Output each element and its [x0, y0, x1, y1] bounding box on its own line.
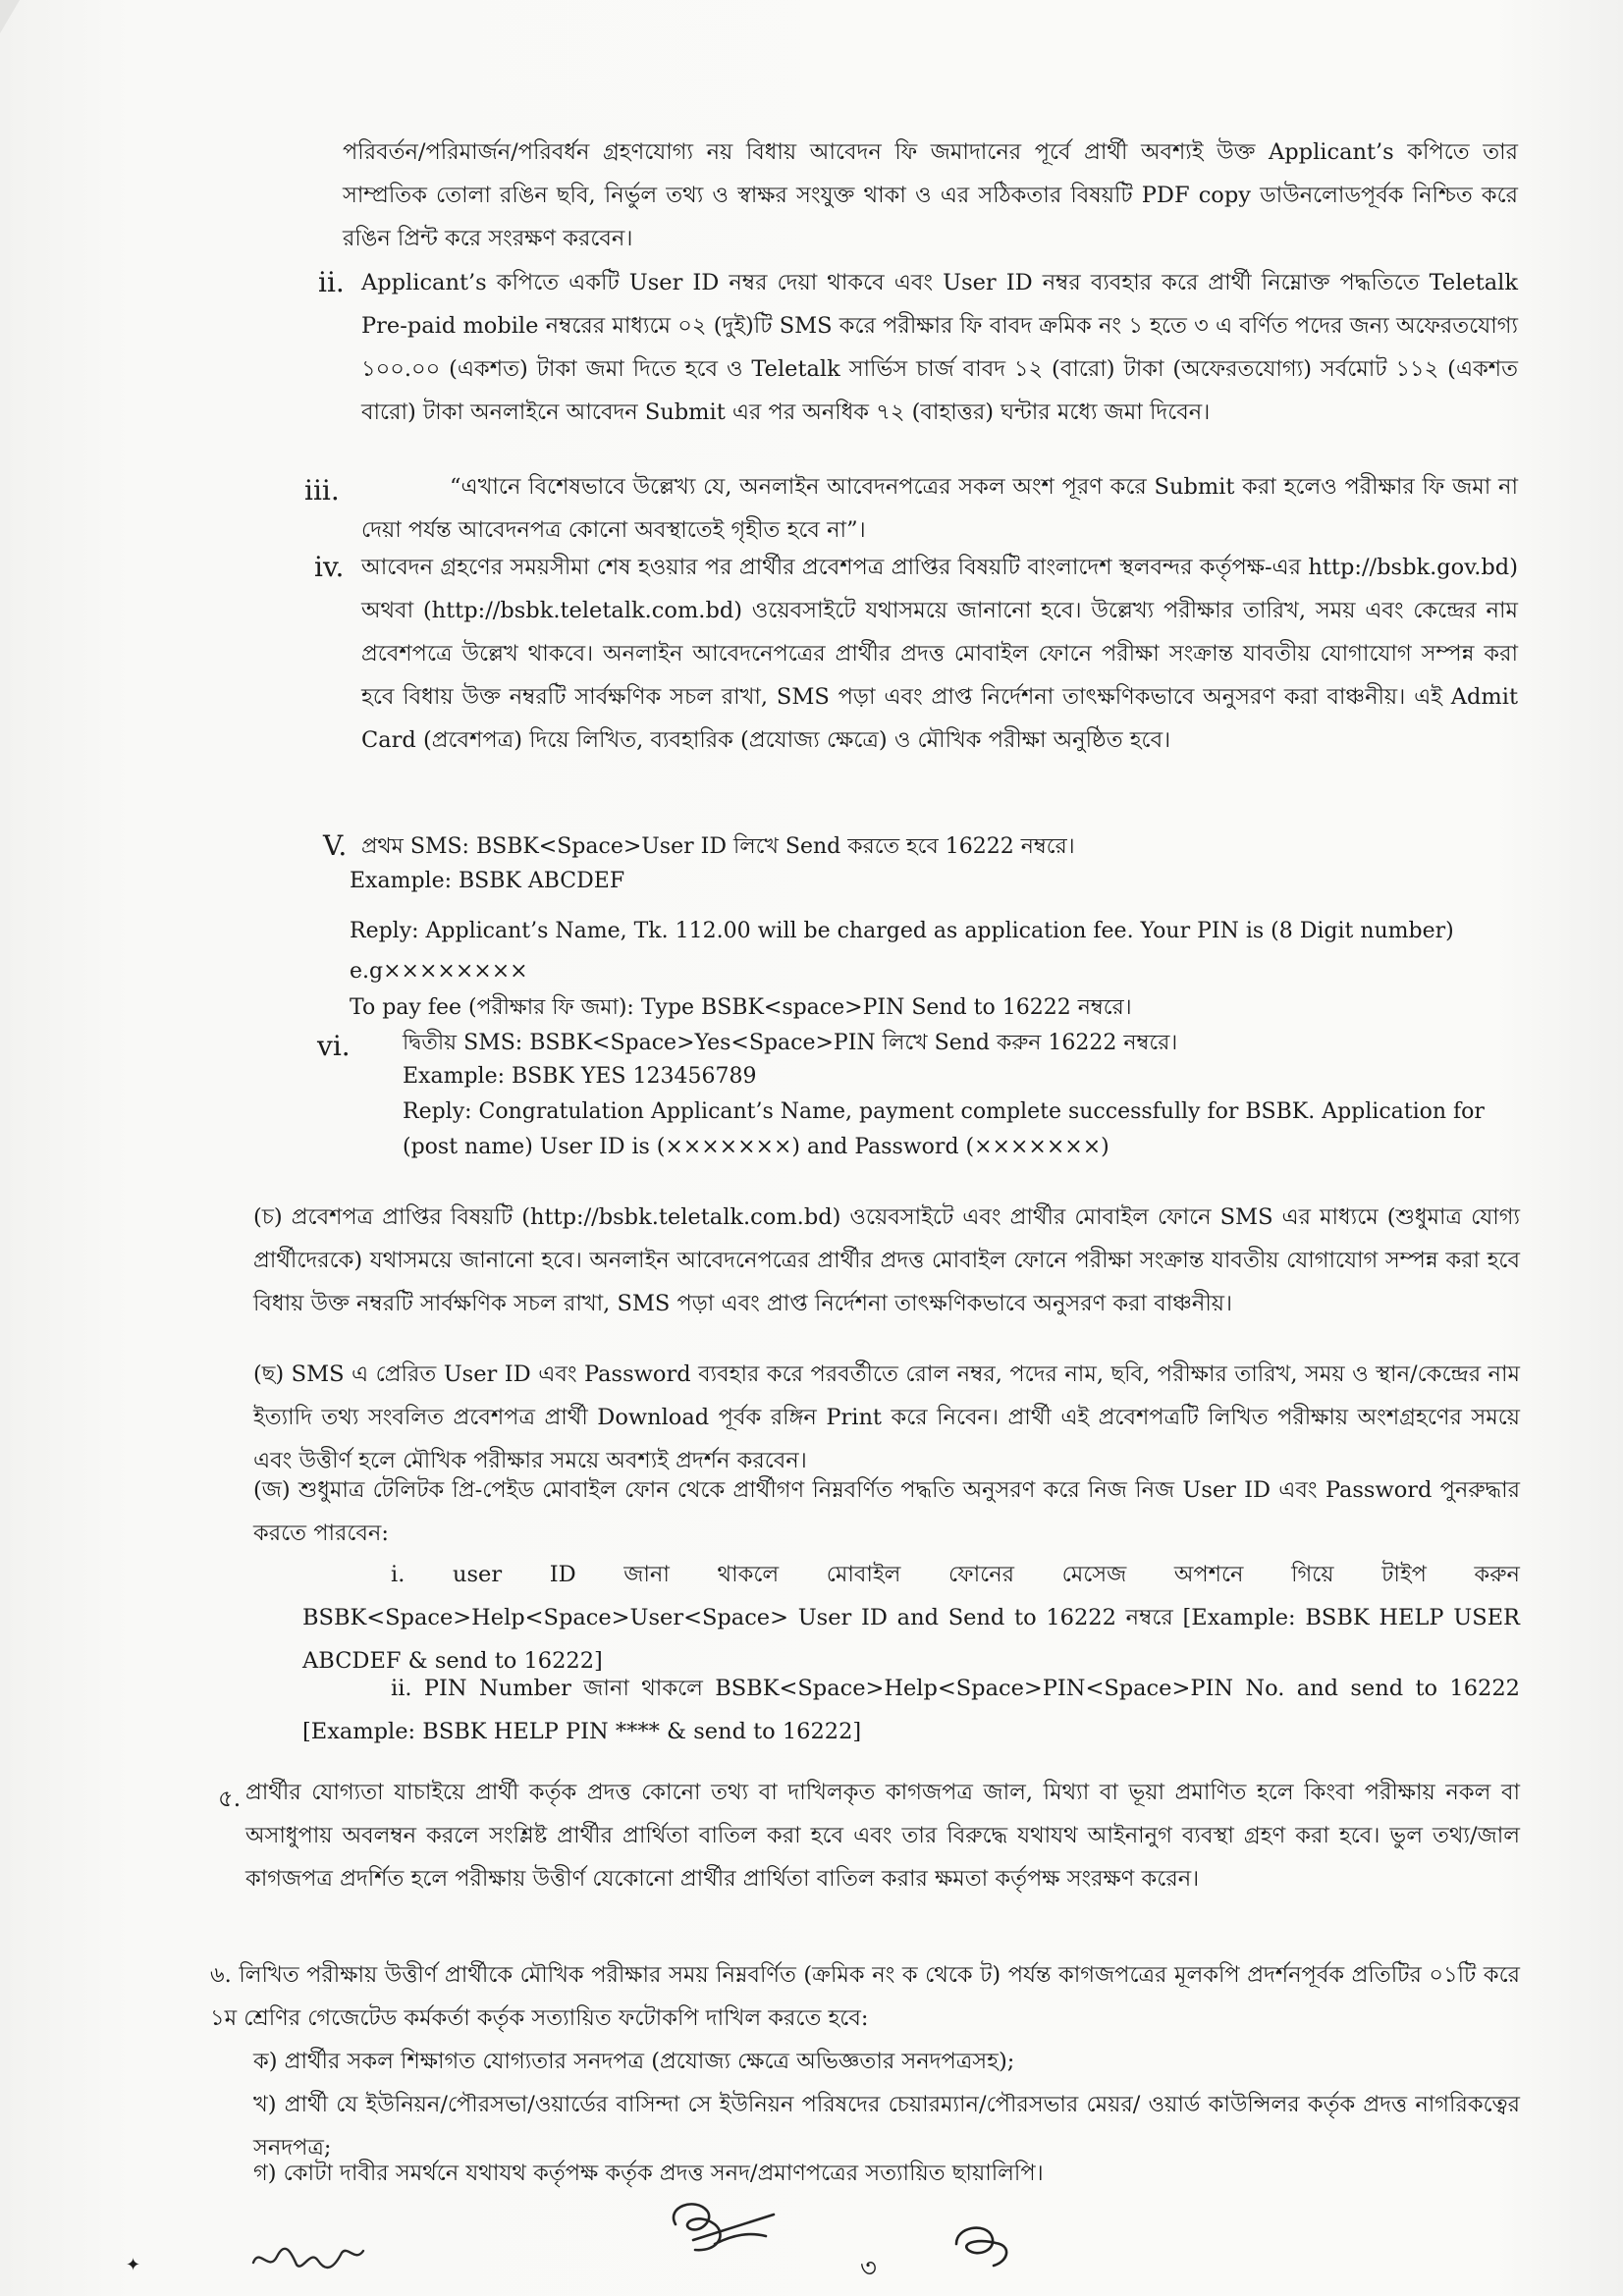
paragraph-ja: (জ) শুধুমাত্র টেলিটক প্রি-পেইড মোবাইল ফোন থেকে প্রার্থীগণ নিম্নবর্ণিত পদ্ধতি অনুসরণ করে নিজ নিজ User ID এবং Password পুনরুদ্ধার করতে পারবেন: [253, 1477, 1520, 1546]
item-vi-reply-line2: (post name) User ID is (×××××××) and Password (×××××××) [403, 1135, 1109, 1159]
item-v-reply-line2: e.g×××××××× [350, 959, 528, 984]
item-v-example: Example: BSBK ABCDEF [350, 869, 625, 893]
item-v-to-pay: To pay fee (পরীক্ষার ফি জমা): Type BSBK<space>PIN Send to 16222 নম্বরে। [350, 995, 1132, 1020]
item-iv-paragraph: আবেদন গ্রহণের সময়সীমা শেষ হওয়ার পর প্রার্থীর প্রবেশপত্র প্রাপ্তির বিষয়টি বাংলাদেশ স্থলবন্দর কর্তৃপক্ষ-এর http://bsbk.gov.bd) অথবা (http://bsbk.teletalk.com.bd) ওয়েবসাইটে যথাসময়ে জানানো হবে। উল্লেখ্য পরীক্ষার তারিখ, সময় এবং কেন্দ্রের নাম প্রবেশপত্রে উল্লেখ থাকবে। অনলাইন আবেদনেপত্রের প্রার্থীর প্রদত্ত মোবাইল ফোনে পরীক্ষা সংক্রান্ত যাবতীয় যোগাযোগ সম্পন্ন করা হবে বিধায় উক্ত নম্বরটি সার্বক্ষণিক সচল রাখা, SMS পড়া এবং প্রাপ্ত নির্দেশনা তাৎক্ষণিকভাবে অনুসরণ করা বাঞ্চনীয়। এই Admit Card (প্রবেশপত্র) দিয়ে লিখিত, ব্যবহারিক (প্রযোজ্য ক্ষেত্রে) ও মৌখিক পরীক্ষা অনুষ্ঠিত হবে। [361, 555, 1518, 753]
item-v-reply-line1: Reply: Applicant’s Name, Tk. 112.00 will be charged as application fee. Your PIN is (8 Digit number) [350, 919, 1454, 943]
margin-dot-mark: ✦ [126, 2255, 141, 2275]
item-vi-number: vi. [317, 1030, 351, 1062]
item-iii-number: iii. [304, 474, 340, 507]
initials-signature-right [943, 2215, 1031, 2273]
section-6-item-ga: গ) কোটা দাবীর সমর্থনে যথাযথ কর্তৃপক্ষ কর্তৃক প্রদত্ত সনদ/প্রমাণপত্রের সত্যায়িত ছায়ালিপি। [253, 2161, 1044, 2186]
paragraph-ja-item-i: i. user ID জানা থাকলে মোবাইল ফোনের মেসেজ অপশনে গিয়ে টাইপ করুন BSBK<Space>Help<Space>User<Space> User ID and Send to 16222 নম্বরে [Example: BSBK HELP USER ABCDEF & send to 16222] [302, 1562, 1520, 1674]
section-6-item-ka: ক) প্রার্থীর সকল শিক্ষাগত যোগ্যতার সনদপত্র (প্রযোজ্য ক্ষেত্রে অভিজ্ঞতার সনদপত্রসহ); [253, 2049, 1015, 2074]
item-ii-number: ii. [318, 266, 345, 298]
item-v-first-sms: প্রথম SMS: BSBK<Space>User ID লিখে Send করতে হবে 16222 নম্বরে। [361, 834, 1075, 859]
item-v-number: V. [323, 829, 348, 862]
section-5-paragraph: প্রার্থীর যোগ্যতা যাচাইয়ে প্রার্থী কর্তৃক প্রদত্ত কোনো তথ্য বা দাখিলকৃত কাগজপত্র জাল, মিথ্যা বা ভূয়া প্রমাণিত হলে কিংবা পরীক্ষায় নকল বা অসাধুপায় অবলম্বন করলে সংশ্লিষ্ট প্রার্থীর প্রার্থিতা বাতিল করা হবে এবং তার বিরুদ্ধে যথাযথ আইনানুগ ব্যবস্থা গ্রহণ করা হবে। ভুল তথ্য/জাল কাগজপত্র প্রদর্শিত হলে পরীক্ষায় উত্তীর্ণ যেকোনো প্রার্থীর প্রার্থিতা বাতিল করার ক্ষমতা কর্তৃপক্ষ সংরক্ষণ করেন। [245, 1780, 1520, 1892]
paragraph-cha: (চ) প্রবেশপত্র প্রাপ্তির বিষয়টি (http://bsbk.teletalk.com.bd) ওয়েবসাইটে এবং প্রার্থীর মোবাইল ফোনে SMS এর মাধ্যমে (শুধুমাত্র যোগ্য প্রার্থীদেরকে) যথাসময়ে জানানো হবে। অনলাইন আবেদনেপত্রের প্রার্থীর প্রদত্ত মোবাইল ফোনে পরীক্ষা সংক্রান্ত যাবতীয় যোগাযোগ সম্পন্ন করা হবে বিধায় উক্ত নম্বরটি সার্বক্ষণিক সচল রাখা, SMS পড়া এবং প্রাপ্ত নির্দেশনা তাৎক্ষণিকভাবে অনুসরণ করা বাঞ্চনীয়। [253, 1204, 1520, 1316]
page-number: ৩ [860, 2254, 877, 2283]
item-iv-number: iv. [314, 551, 345, 583]
item-iii-paragraph: “এখানে বিশেষভাবে উল্লেখ্য যে, অনলাইন আবেদনপত্রের সকল অংশ পূরণ করে Submit করা হলেও পরীক্ষার ফি জমা না দেয়া পর্যন্ত আবেদনপত্র কোনো অবস্থাতেই গৃহীত হবে না”। [361, 474, 1518, 543]
page-fold-corner [0, 0, 20, 33]
section-5-number: ৫. [218, 1785, 242, 1812]
section-6-item-kha: খ) প্রার্থী যে ইউনিয়ন/পৌরসভা/ওয়ার্ডের বাসিন্দা সে ইউনিয়ন পরিষদের চেয়ারম্যান/পৌরসভার মেয়র/ ওয়ার্ড কাউন্সিলর কর্তৃক প্রদত্ত নাগরিকত্বের সনদপত্র; [253, 2092, 1520, 2161]
initials-signature-left [245, 2233, 383, 2282]
section-6-paragraph: ৬. লিখিত পরীক্ষায় উত্তীর্ণ প্রার্থীকে মৌখিক পরীক্ষার সময় নিম্নবর্ণিত (ক্রমিক নং ক থেকে ট) পর্যন্ত কাগজপত্রের মূলকপি প্রদর্শনপূর্বক প্রতিটির ০১টি করে ১ম শ্রেণির গেজেটেড কর্মকর্তা কর্তৃক সত্যায়িত ফটোকপি দাখিল করতে হবে: [210, 1962, 1520, 2031]
item-vi-example: Example: BSBK YES 123456789 [403, 1064, 757, 1089]
initials-signature-center [656, 2195, 784, 2264]
paragraph-ja-item-ii: ii. PIN Number জানা থাকলে BSBK<Space>Help<Space>PIN<Space>PIN No. and send to 16222 [Example: BSBK HELP PIN **** & send to 16222] [302, 1676, 1520, 1744]
paragraph-chha: (ছ) SMS এ প্রেরিত User ID এবং Password ব্যবহার করে পরবর্তীতে রোল নম্বর, পদের নাম, ছবি, পরীক্ষার তারিখ, সময় ও স্থান/কেন্দ্রের নাম ইত্যাদি তথ্য সংবলিত প্রবেশপত্র প্রার্থী Download পূর্বক রঙ্গিন Print করে নিবেন। প্রার্থী এই প্রবেশপত্রটি লিখিত পরীক্ষায় অংশগ্রহণের সময়ে এবং উত্তীর্ণ হলে মৌখিক পরীক্ষার সময়ে অবশ্যই প্রদর্শন করবেন। [253, 1362, 1520, 1473]
item-ii-paragraph: Applicant’s কপিতে একটি User ID নম্বর দেয়া থাকবে এবং User ID নম্বর ব্যবহার করে প্রার্থী নিম্নোক্ত পদ্ধতিতে Teletalk Pre-paid mobile নম্বরের মাধ্যমে ০২ (দুই)টি SMS করে পরীক্ষার ফি বাবদ ক্রমিক নং ১ হতে ৩ এ বর্ণিত পদের জন্য অফেরতযোগ্য ১০০.০০ (একশত) টাকা জমা দিতে হবে ও Teletalk সার্ভিস চার্জ বাবদ ১২ (বারো) টাকা (অফেরতযোগ্য) সর্বমোট ১১২ (একশত বারো) টাকা অনলাইনে আবেদন Submit এর পর অনধিক ৭২ (বাহাত্তর) ঘন্টার মধ্যে জমা দিবেন। [361, 270, 1518, 425]
intro-paragraph: পরিবর্তন/পরিমার্জন/পরিবর্ধন গ্রহণযোগ্য নয় বিধায় আবেদন ফি জমাদানের পূর্বে প্রার্থী অবশ্যই উক্ত Applicant’s কপিতে তার সাম্প্রতিক তোলা রঙিন ছবি, নির্ভুল তথ্য ও স্বাক্ষর সংযুক্ত থাকা ও এর সঠিকতার বিষয়টি PDF copy ডাউনলোডপূর্বক নিশ্চিত করে রঙিন প্রিন্ট করে সংরক্ষণ করবেন। [343, 139, 1518, 251]
item-vi-reply-line1: Reply: Congratulation Applicant’s Name, payment complete successfully for BSBK. Application for [403, 1099, 1485, 1124]
item-vi-second-sms: দ্বিতীয় SMS: BSBK<Space>Yes<Space>PIN লিখে Send করুন 16222 নম্বরে। [403, 1031, 1178, 1055]
